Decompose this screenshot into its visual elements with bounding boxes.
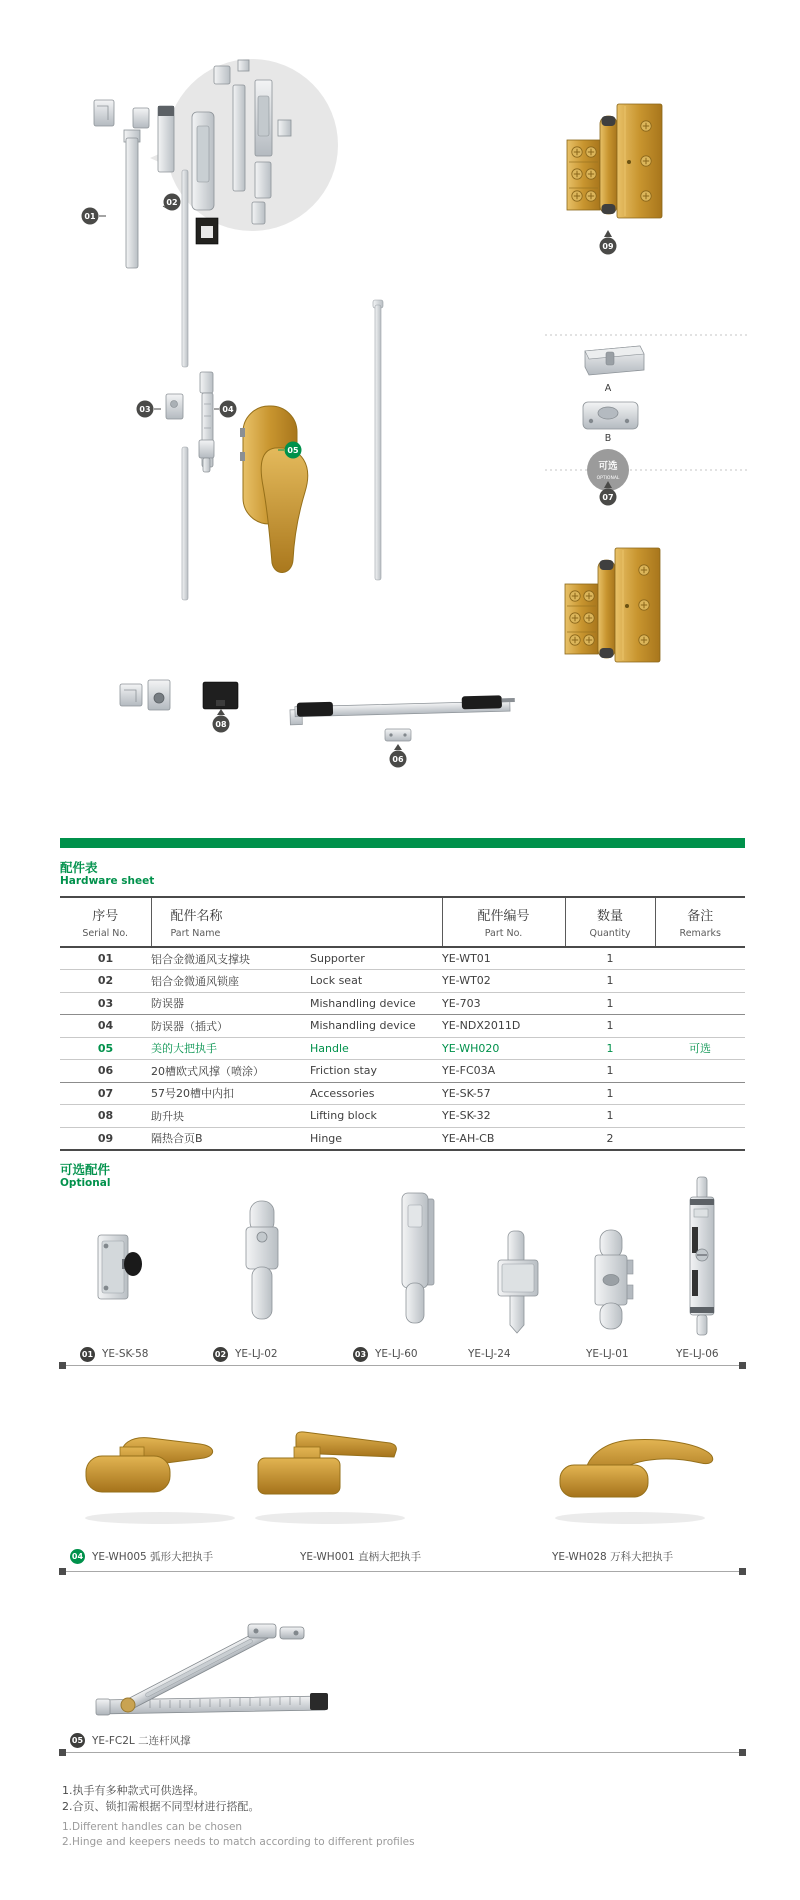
cell-name_en: Lifting block [310,1105,442,1128]
part-code: YE-LJ-01 [586,1348,629,1360]
col-serial-cn: 序号 [92,909,119,924]
optional-part-label [468,1346,511,1362]
cell-part_no: YE-WH020 [442,1037,565,1060]
gold-hinge-top [567,104,662,218]
col-header-remarks [655,897,745,947]
cell-serial: 03 [60,992,151,1015]
col-header-serial [60,897,151,947]
cell-name_cn: 铝合金微通风锁座 [151,970,310,993]
callout-03 [137,401,162,418]
cell-remark [655,1127,745,1150]
cell-part_no: YE-NDX2011D [442,1015,565,1038]
optional-part-label [676,1346,719,1362]
col-header-qty [565,897,655,947]
cell-part_no: YE-WT02 [442,970,565,993]
callout-02 [163,194,181,211]
cell-remark [655,1082,745,1105]
cell-part_no: YE-SK-32 [442,1105,565,1128]
col-header-name [151,897,442,947]
cell-serial: 08 [60,1105,151,1128]
line-end-square [739,1362,746,1369]
cell-serial: 07 [60,1082,151,1105]
cell-remark [655,992,745,1015]
col-remarks-cn: 备注 [687,909,714,924]
svg-text:09: 09 [602,242,614,251]
svg-text:08: 08 [215,720,227,729]
part-code: YE-LJ-06 [676,1348,719,1360]
hardware-sheet-table [60,896,745,1151]
part-image-ye-lj-06 [690,1177,714,1335]
line-end-square [59,1362,66,1369]
optional-part-label [80,1346,148,1362]
number-badge: 02 [213,1347,228,1362]
part-code: YE-WH005 弧形大把执手 [92,1550,214,1563]
cell-serial: 04 [60,1015,151,1038]
cell-name_cn: 助升块 [151,1105,310,1128]
handle-image-ye-wh005 [85,1438,235,1524]
line-end-square [739,1749,746,1756]
footnotes-en [62,1820,415,1849]
optional-part-label [213,1346,278,1362]
callout-08 [213,709,230,733]
part-image-ye-sk-58 [98,1235,142,1299]
sheet-title-en: Hardware sheet [60,875,155,887]
table-row [60,947,745,970]
line-end-square [59,1568,66,1575]
number-badge: 01 [80,1347,95,1362]
number-badge: 04 [70,1549,85,1564]
svg-text:06: 06 [392,755,404,764]
footnotes-cn [62,1783,260,1815]
table-row [60,1127,745,1150]
part-code: YE-LJ-24 [468,1348,511,1360]
cell-part_no: YE-WT01 [442,947,565,970]
cell-remark [655,947,745,970]
section-divider-bar [60,838,745,848]
col-header-partno [442,897,565,947]
cell-serial: 02 [60,970,151,993]
cell-serial: 05 [60,1037,151,1060]
cell-qty: 1 [565,1015,655,1038]
cell-qty: 1 [565,992,655,1015]
upper-left-parts [94,100,218,268]
optional-badge-line2: OPTIONAL [596,476,620,481]
cell-name_en: Mishandling device [310,1015,442,1038]
cell-name_cn: 20槽欧式风撑（喷涂） [151,1060,310,1083]
svg-text:07: 07 [602,493,614,502]
part-code: YE-LJ-60 [375,1348,418,1360]
cell-remark [655,970,745,993]
table-row [60,1037,745,1060]
cell-part_no: YE-FC03A [442,1060,565,1083]
line-end-square [739,1568,746,1575]
optional-part-label [586,1346,629,1362]
lower-left-parts [120,680,238,710]
cell-name_en: Lock seat [310,970,442,993]
exploded-assembly-diagram [0,0,800,830]
cell-qty: 1 [565,947,655,970]
cell-name_cn: 防误器（插式） [151,1015,310,1038]
footnote-line: 2.Hinge and keepers needs to match according to different profiles [62,1835,415,1848]
cell-remark: 可选 [655,1037,745,1060]
table-row [60,1082,745,1105]
part-code: YE-SK-58 [102,1348,149,1360]
cell-qty: 1 [565,970,655,993]
sheet-title-cn: 配件表 [60,860,98,875]
cell-serial: 01 [60,947,151,970]
optional-badge-line1: 可选 [598,461,618,472]
section-line-3 [60,1752,745,1753]
cell-name_cn: 隔热合页B [151,1132,203,1145]
cell-serial: 09 [97,1131,114,1145]
section-line-2 [60,1571,745,1572]
svg-text:01: 01 [84,212,96,221]
keeper-a [585,346,644,394]
cell-name_cn: 美的大把执手 [151,1037,310,1060]
table-row [60,970,745,993]
hardware-table-body [60,947,745,1150]
cell-qty: 1 [565,1037,655,1060]
handle-image-ye-wh028 [555,1440,713,1524]
footnote-line: 1.执手有多种款式可供选择。 [62,1784,205,1797]
col-partno-cn: 配件编号 [477,909,530,924]
optional-keepers-images [0,1175,800,1345]
cell-name_cn: 57号20槽中内扣 [151,1082,310,1105]
part-code: YE-WH028 万科大把执手 [552,1550,674,1563]
handle-label [552,1548,673,1564]
cell-remark [655,1060,745,1083]
cell-qty: 1 [565,1060,655,1083]
col-qty-cn: 数量 [597,909,624,924]
svg-text:04: 04 [222,405,234,414]
stay-label-text: YE-FC2L 二连杆风撑 [92,1734,191,1747]
cell-name_cn: 铝合金微通风支撑块 [151,947,310,970]
part-image-ye-lj-60 [402,1193,434,1323]
callout-06 [390,744,407,768]
col-name-cn: 配件名称 [170,909,223,924]
svg-text:03: 03 [139,405,151,414]
table-row [60,1060,745,1083]
cell-part_no: YE-SK-57 [442,1082,565,1105]
keeper-b [583,402,638,444]
table-row [60,1015,745,1038]
handle-label [70,1548,213,1564]
cell-name_en: Supporter [310,947,442,970]
cell-part_no: YE-AH-CB [442,1131,495,1145]
part-image-ye-lj-01 [595,1230,633,1329]
optional-part-label [353,1346,418,1362]
svg-text:02: 02 [166,198,178,207]
center-espagnolette [166,372,214,472]
footnote-line: 2.合页、锁扣需根据不同型材进行搭配。 [62,1800,260,1813]
cell-remark [655,1015,745,1038]
handle-image-ye-wh001 [255,1432,405,1524]
table-row [60,1105,745,1128]
col-serial-en: Serial No. [82,928,129,939]
line-end-square [59,1749,66,1756]
col-remarks-en: Remarks [679,928,721,939]
callout-09 [600,230,617,255]
part-image-ye-lj-02 [246,1201,278,1319]
cell-name_en: Mishandling device [310,992,442,1015]
part-image-ye-lj-24 [498,1231,538,1333]
cell-qty: 1 [565,1082,655,1105]
gold-handle-part [240,406,308,572]
optional-title-en: Optional [60,1177,111,1189]
cell-part_no: YE-703 [442,992,565,1015]
part-code: YE-WH001 直柄大把执手 [300,1550,422,1563]
cell-remark [655,1105,745,1128]
stay-label [70,1732,191,1748]
part-code: YE-LJ-02 [235,1348,278,1360]
col-qty-en: Quantity [589,928,631,939]
cell-name_en: Hinge [310,1131,343,1145]
footnote-line: 1.Different handles can be chosen [62,1821,243,1833]
keeper-a-label: A [604,383,612,394]
handle-label [300,1548,421,1564]
cell-name_en: Handle [310,1037,442,1060]
cell-qty: 1 [565,1105,655,1128]
cell-serial: 06 [60,1060,151,1083]
col-name-en: Part Name [170,928,221,939]
table-row [60,992,745,1015]
number-badge: 03 [353,1347,368,1362]
friction-stay-image [0,1600,800,1740]
cell-name_en: Friction stay [310,1060,442,1083]
section-line-1 [60,1365,745,1366]
optional-handles-images [0,1395,800,1545]
optional-title-cn: 可选配件 [60,1162,111,1177]
svg-text:05: 05 [287,446,299,455]
stay-keeper-plate [385,729,411,741]
stay-badge: 05 [70,1733,85,1748]
cell-qty: 2 [606,1131,614,1145]
cell-name_en: Accessories [310,1082,442,1105]
keeper-b-label: B [604,433,612,444]
col-partno-en: Part No. [484,928,523,939]
table-header-row [60,897,745,947]
callout-01 [82,208,107,225]
friction-stay-part [290,695,516,725]
gold-hinge-bottom [565,548,660,662]
cell-name_cn: 防误器 [151,992,310,1015]
callout-04 [214,401,237,418]
